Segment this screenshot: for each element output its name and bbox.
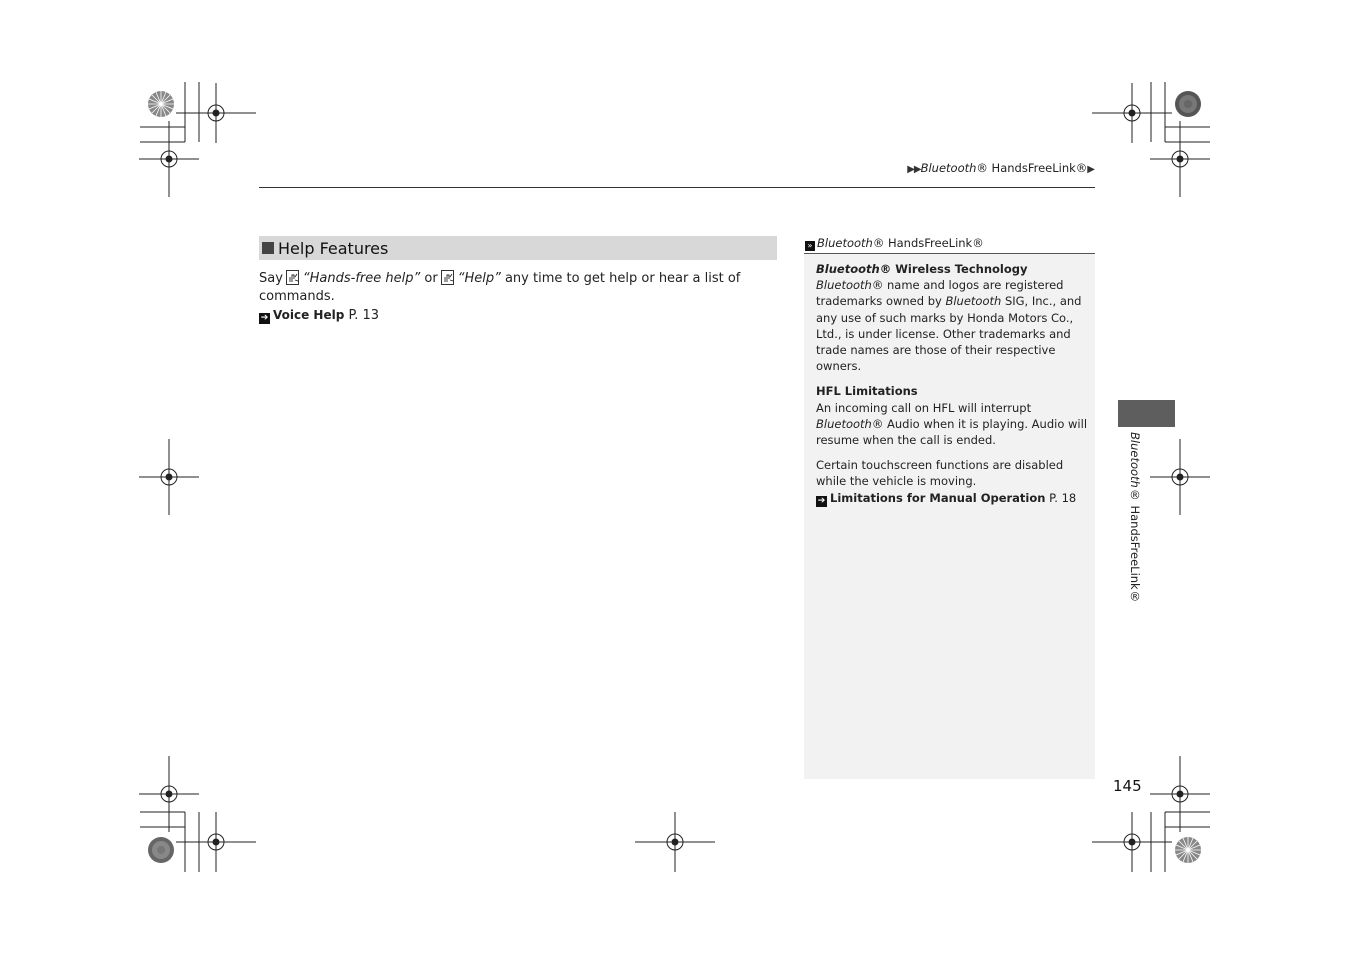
section-heading bbox=[259, 236, 777, 260]
section-title: Help Features bbox=[278, 238, 389, 258]
square-bullet-icon bbox=[262, 242, 274, 254]
header-rule bbox=[259, 187, 1095, 188]
voice-command-icon bbox=[441, 270, 454, 285]
voice-help-link[interactable]: ➔ Voice Help P. 13 bbox=[260, 308, 380, 323]
reference-arrow-icon: ➔ bbox=[260, 313, 269, 323]
note-text: Certain touchscreen functions are disabled while the vehicle is moving. bbox=[816, 458, 1064, 489]
page-number: 145 bbox=[1113, 777, 1142, 795]
note-icon: » bbox=[805, 241, 815, 251]
chapter-tab-label: Bluetooth® HandsFreeLink® bbox=[1128, 432, 1142, 604]
header-italic: Bluetooth bbox=[920, 161, 977, 175]
reference-arrow-icon: ➔ bbox=[817, 495, 826, 506]
chapter-thumb-tab bbox=[1118, 400, 1175, 427]
voice-command-icon bbox=[286, 270, 299, 285]
body-paragraph: Say “Hands-free help” or “Help” any time to get help or hear a list of commands. bbox=[259, 271, 741, 304]
limitations-link[interactable]: ➔ Limitations for Manual Operation P. 18 bbox=[817, 490, 1077, 506]
side-note-header: » Bluetooth® HandsFreeLink® bbox=[804, 236, 1095, 254]
command-hands-free-help: “Hands-free help” bbox=[302, 271, 421, 286]
side-note-panel bbox=[804, 236, 1095, 779]
header-rest: ® HandsFreeLink® bbox=[976, 161, 1088, 175]
note-block-touchscreen bbox=[816, 457, 1088, 506]
section-body bbox=[259, 270, 759, 325]
command-help: “Help” bbox=[457, 271, 501, 286]
note-block-hfl bbox=[816, 383, 1088, 448]
side-note-content bbox=[816, 261, 1088, 516]
note-block-wireless bbox=[816, 261, 1088, 374]
note-text: Bluetooth® name and logos are registered trademarks owned by Bluetooth SIG, Inc., and any use of such marks by Honda Motors Co., Ltd., is under license. Other trademarks and trade names are those of their respective owners. bbox=[816, 278, 1082, 374]
note-heading: Bluetooth® Wireless Technology bbox=[816, 262, 1028, 276]
note-heading: HFL Limitations bbox=[816, 384, 918, 399]
running-header bbox=[907, 161, 1094, 175]
triangle-icon: ▶ bbox=[1087, 164, 1094, 175]
triangle-icon: ▶▶ bbox=[907, 164, 921, 175]
note-text: An incoming call on HFL will interrupt Bluetooth® Audio when it is playing. Audio will resume when the call is ended. bbox=[816, 400, 1088, 448]
